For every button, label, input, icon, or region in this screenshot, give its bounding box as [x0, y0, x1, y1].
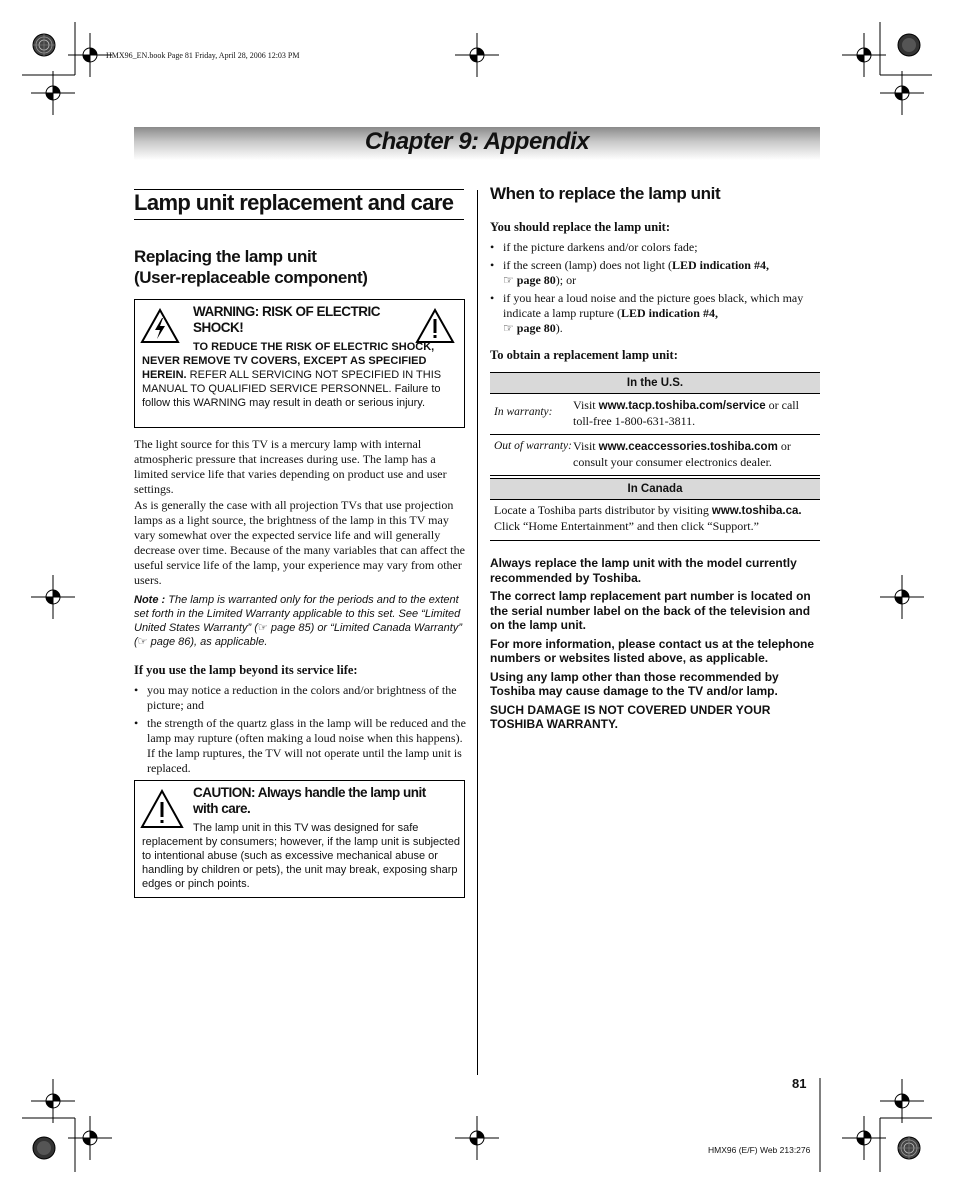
page-reference-hand-icon: ☞ — [137, 636, 148, 648]
notice-not-covered: SUCH DAMAGE IS NOT COVERED UNDER YOUR TOSHIBA WARRANTY. — [490, 702, 771, 731]
exclamation-triangle-icon — [415, 308, 455, 344]
table-row — [490, 435, 820, 476]
us-contact-table — [490, 372, 820, 476]
list-item — [490, 291, 820, 336]
us-table-header: In the U.S. — [490, 372, 820, 394]
bullet3-text: if you hear a loud noise and the picture goes black, which may indicate a lamp rupture ( — [503, 291, 804, 320]
bullet3-page: page 80 — [516, 321, 556, 335]
lightning-triangle-icon — [140, 308, 180, 344]
out-of-warranty-label: Out of warranty: — [494, 440, 572, 452]
caution-heading-line2: with care. — [193, 801, 251, 816]
canada-post: Click “Home Entertainment” and then click “Support.” — [494, 519, 759, 533]
out-of-warranty-post: or consult your consumer electronics dealer. — [573, 439, 791, 469]
warning-normal-text: Failure to follow this WARNING may result in death or serious injury. — [142, 383, 441, 409]
subsection-title-line2: (User-replaceable component) — [134, 268, 368, 287]
chapter-title: Chapter 9: Appendix — [364, 128, 590, 155]
in-warranty-pre: Visit — [573, 398, 599, 412]
notice-contact: For more information, please contact us at the telephone numbers or websites listed above, as applicable. — [490, 636, 815, 665]
notice-other-lamp: Using any lamp other than those recommended by Toshiba may cause damage to the TV and/or lamp. — [490, 669, 779, 698]
bullet2-end: ); or — [555, 273, 577, 287]
list-item: • you may notice a reduction in the colors and/or brightness of the picture; and — [134, 683, 466, 713]
warning-body — [142, 340, 460, 410]
warning-heading — [193, 304, 380, 336]
column-divider — [477, 190, 478, 1075]
warning-heading-line2: SHOCK! — [193, 320, 244, 335]
canada-contact-table — [490, 478, 820, 541]
in-warranty-label: In warranty: — [494, 406, 553, 418]
note-label: Note : — [134, 594, 166, 606]
tacp-service-link[interactable]: www.tacp.toshiba.com/service — [598, 400, 766, 412]
out-of-warranty-pre: Visit — [573, 439, 599, 453]
out-of-warranty-contact — [573, 439, 820, 470]
bullet3-led: LED indication #4, — [620, 306, 718, 320]
canada-table-header: In Canada — [490, 478, 820, 500]
paragraph-brightness: As is generally the case with all projection TVs that use projection lamps as a light source, the brightness of the lamp in this TV may vary somewhat over the expected service life and will generally decrease over time. Because of the many variables that can affect the useful service life of the lamp, your experience may vary from other users. — [134, 498, 465, 587]
should-replace-list — [490, 240, 820, 339]
warning-heading-line1: WARNING: RISK OF ELECTRIC — [193, 304, 380, 319]
note-text-b: page 85) or “Limited Canada Warranty” ( — [134, 622, 463, 648]
canada-row — [490, 500, 820, 541]
ceaccessories-link[interactable]: www.ceaccessories.toshiba.com — [598, 441, 778, 453]
note-text-c: page 86), as applicable. — [147, 636, 268, 648]
paragraph-light-source: The light source for this TV is a mercury lamp with internal atmospheric pressure that increases during use. The lamp has a limited service life that varies depending on product use and user settings. — [134, 437, 447, 496]
bullet2-page: page 80 — [516, 273, 556, 287]
notices-block — [490, 556, 822, 732]
in-warranty-post: or call toll-free 1-800-631-3811. — [573, 398, 799, 428]
page-reference-hand-icon: ☞ — [503, 321, 514, 335]
page-number: 81 — [792, 1076, 807, 1091]
right-section-title: When to replace the lamp unit — [490, 184, 721, 203]
page-reference-hand-icon: ☞ — [257, 622, 268, 634]
section-rule-bottom — [134, 219, 464, 220]
warning-caps-text: REFER ALL SERVICING NOT SPECIFIED IN THIS MANUAL TO QUALIFIED SERVICE PERSONNEL. — [142, 369, 442, 395]
notice-recommended-model: Always replace the lamp unit with the model currently recommended by Toshiba. — [490, 556, 797, 585]
caution-heading — [193, 785, 426, 817]
bullet2-text: if the screen (lamp) does not light ( — [503, 258, 672, 272]
table-row — [490, 394, 820, 435]
bullet2-led: LED indication #4, — [671, 258, 769, 272]
page-reference-hand-icon: ☞ — [503, 273, 514, 287]
note-text-a: The lamp is warranted only for the periods and to the extent set forth in the Limited Warranty applicable to this set. See “Limited United States Warranty” ( — [134, 594, 461, 634]
list-item — [490, 258, 820, 288]
bullet3-end: ). — [555, 321, 563, 335]
list-item: • if the picture darkens and/or colors fade; — [490, 240, 820, 255]
warning-bold-text: TO REDUCE THE RISK OF ELECTRIC SHOCK, NEVER REMOVE TV COVERS, EXCEPT AS SPECIFIED HEREIN. — [142, 341, 435, 381]
section-title: Lamp unit replacement and care — [134, 190, 454, 215]
warning-box — [134, 299, 465, 428]
lamp-warranty-note — [134, 593, 466, 649]
caution-box — [134, 780, 465, 898]
notice-part-number: The correct lamp replacement part number is located on the serial number label on the back of the television and on the lamp unit. — [490, 589, 811, 632]
caution-body: The lamp unit in this TV was designed for safe replacement by consumers; however, if the lamp unit is subjected to intentional abuse (such as excessive mechanical abuse or handling by children or pets), the unit may break, exposing sharp edges or pinch points. — [142, 822, 460, 890]
model-info: HMX96 (E/F) Web 213:276 — [708, 1145, 811, 1155]
subsection-title-line1: Replacing the lamp unit — [134, 247, 317, 266]
obtain-replacement-heading: To obtain a replacement lamp unit: — [490, 348, 678, 362]
caution-heading-line1: CAUTION: Always handle the lamp unit — [193, 785, 426, 800]
list-item: • the strength of the quartz glass in the lamp will be reduced and the lamp may rupture (often making a loud noise when this happens). If the lamp ruptures, the TV will not operate until the lamp unit is replaced. — [134, 716, 466, 776]
should-replace-heading: You should replace the lamp unit: — [490, 220, 671, 234]
toshiba-ca-link[interactable]: www.toshiba.ca. — [711, 505, 802, 517]
book-info-line: HMX96_EN.book Page 81 Friday, April 28, 2006 12:03 PM — [106, 51, 300, 60]
canada-pre: Locate a Toshiba parts distributor by visiting — [494, 503, 712, 517]
beyond-service-life-list — [134, 683, 466, 779]
beyond-service-life-heading: If you use the lamp beyond its service life: — [134, 663, 358, 677]
subsection-title — [134, 246, 367, 288]
in-warranty-contact — [573, 398, 820, 429]
